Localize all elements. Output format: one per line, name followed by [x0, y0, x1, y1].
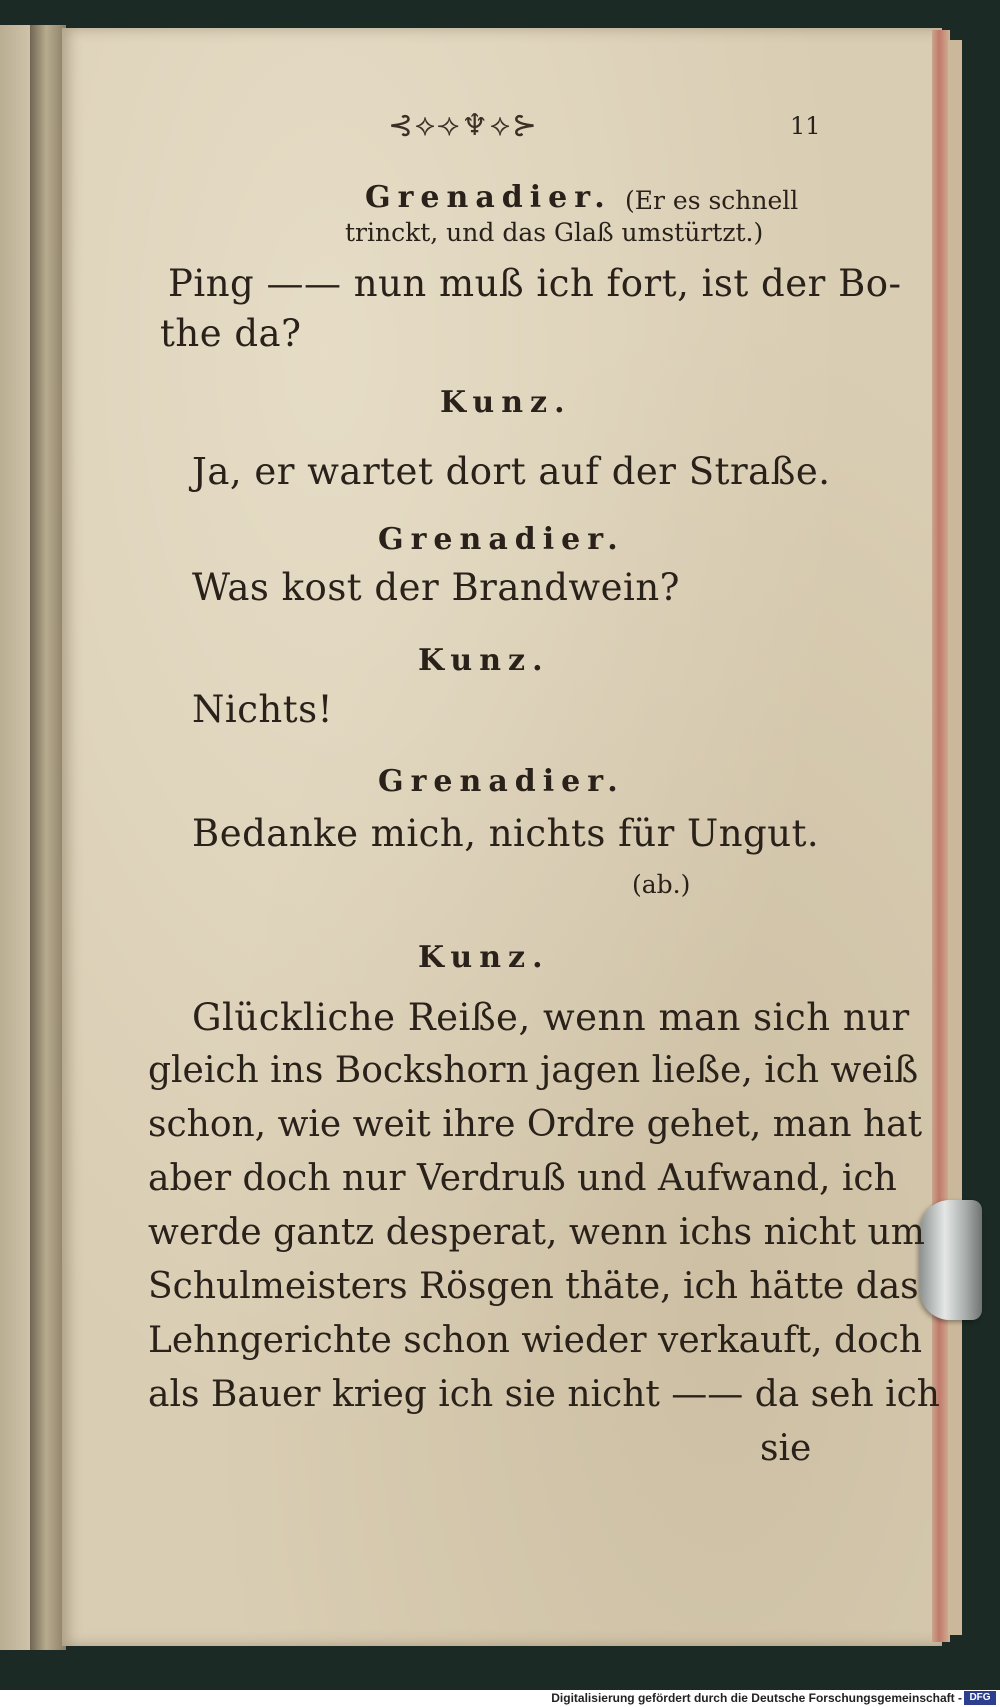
text-line: gleich ins Bockshorn jagen ließe, ich weiß — [148, 1050, 919, 1091]
text-line: Ping —— nun muß ich fort, ist der Bo- — [168, 262, 902, 305]
stage-direction: (Er es schnell — [625, 186, 799, 215]
speaker-heading: Grenadier. — [378, 764, 625, 799]
text-line: Glückliche Reiße, wenn man sich nur — [192, 996, 910, 1039]
text-line: Nichts! — [192, 688, 333, 731]
funding-credit: Digitalisierung gefördert durch die Deutsche Forschungsgemeinschaft - — [551, 1691, 962, 1705]
text-line: Ja, er wartet dort auf der Straße. — [192, 450, 831, 493]
stage-direction: trinckt, und das Glaß umstürtzt.) — [345, 218, 764, 247]
speaker-heading: Kunz. — [418, 940, 550, 975]
text-line: als Bauer krieg ich sie nicht —— da seh ich — [148, 1374, 940, 1415]
page-clip — [920, 1200, 982, 1320]
text-line: Was kost der Brandwein? — [192, 566, 680, 609]
text-line: Bedanke mich, nichts für Ungut. — [192, 812, 820, 855]
header-ornament: ⊰⟡⟢♆⟡⊱ — [388, 108, 540, 143]
speaker-heading: Kunz. — [440, 385, 572, 420]
text-line: aber doch nur Verdruß und Aufwand, ich — [148, 1158, 897, 1199]
stage-direction: (ab.) — [632, 870, 691, 899]
text-line: Lehngerichte schon wieder verkauft, doch — [148, 1320, 923, 1361]
speaker-heading: Grenadier. — [378, 522, 625, 557]
dfg-logo: DFG — [964, 1691, 996, 1705]
text-line: Schulmeisters Rösgen thäte, ich hätte das — [148, 1266, 919, 1307]
speaker-heading: Grenadier. — [365, 180, 612, 215]
speaker-heading: Kunz. — [418, 643, 550, 678]
book-gutter — [30, 25, 66, 1650]
text-line: the da? — [160, 312, 302, 355]
page-stack-edge — [948, 40, 962, 1635]
text-line: schon, wie weit ihre Ordre gehet, man hat — [148, 1104, 923, 1145]
page-number: 11 — [790, 112, 821, 140]
catchword: sie — [760, 1428, 812, 1469]
text-line: werde gantz desperat, wenn ichs nicht um — [148, 1212, 925, 1253]
